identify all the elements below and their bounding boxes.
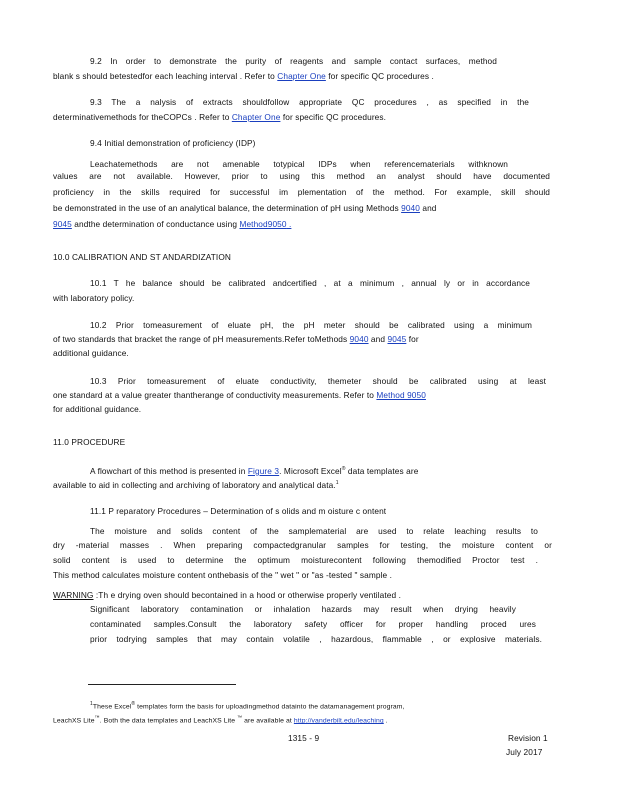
text-span: . (286, 219, 292, 229)
text-span: These Excel (92, 703, 132, 711)
text-span: and (419, 203, 437, 213)
footnote-divider (88, 684, 236, 685)
para-9-4-line-5 (53, 219, 291, 229)
text-span: . (383, 717, 388, 725)
text-span: are available at (242, 717, 294, 725)
para-9-3-line-1: 9.3 The a nalysis of extracts shouldfollow appropriate QC procedures , as specified in the (90, 97, 529, 107)
method-9045-link[interactable]: 9045 (53, 219, 72, 229)
warning-line-3: contaminated samples.Consult the laboratory safety officer for proper handling proced ures (90, 619, 536, 629)
section-heading-10: 10.0 CALIBRATION AND ST ANDARDIZATION (53, 252, 231, 262)
text-span: blank s should betestedfor each leaching interval . Refer to (53, 71, 278, 81)
footnote-mark: 1 (90, 701, 93, 707)
para-9-4-line-2: values are not available. However, prior to using this method an analyst should have documented (53, 171, 550, 181)
method-9040-link[interactable]: 9040 (401, 203, 420, 213)
text-span: A flowchart of this method is presented in (90, 465, 248, 476)
revision-label: Revision 1 (508, 733, 548, 743)
registered-mark: ® (131, 701, 136, 707)
method-9050-link[interactable]: Method9050 (239, 219, 287, 229)
footnote-ref[interactable]: 1 (335, 480, 339, 486)
text-span: . Both the data templates and LeachXS Lite (99, 717, 238, 725)
para-10-3-line-3: for additional guidance. (53, 404, 142, 414)
para-10-2-line-2 (53, 334, 419, 344)
para-9-3-line-2 (53, 112, 386, 122)
method-9050-link[interactable]: Method 9050 (376, 390, 426, 400)
page-number: 1315 - 9 (288, 733, 320, 743)
section-heading-9-4: 9.4 Initial demonstration of proficiency (IDP) (90, 138, 256, 148)
text-span: one standard at a value greater thantherange of conductivity measurements. Refer to (53, 390, 377, 400)
registered-mark: ® (341, 466, 346, 472)
para-9-2-line-1: 9.2 In order to demonstrate the purity of reagents and sample contact surfaces, method (90, 56, 497, 66)
text-span: :Th e drying oven should becontained in a hood or otherwise properly ventilated . (93, 590, 402, 600)
text-span: templates form the basis for uploadingmethod datainto the datamanagement program, (135, 703, 405, 711)
footnote-line-1 (90, 699, 404, 712)
section-heading-11-1: 11.1 P reparatory Procedures – Determination of s olids and m oisture c ontent (90, 506, 387, 516)
chapter-one-link[interactable]: Chapter One (277, 71, 326, 81)
para-11-line-1 (90, 464, 418, 476)
text-span: for specific QC procedures. (280, 112, 387, 122)
text-span: of two standards that bracket the range of pH measurements.Refer toMethods (53, 334, 350, 344)
trademark-mark: ™ (94, 715, 100, 721)
para-11-1-line-3: solid content is used to determine the optimum moisturecontent following themodified Proctor test . (53, 555, 538, 565)
para-11-line-2 (53, 478, 339, 490)
figure-3-link[interactable]: Figure 3 (247, 465, 280, 476)
text-span: LeachXS Lite (53, 717, 95, 725)
method-9040-link[interactable]: 9040 (349, 334, 369, 344)
warning-line-1 (53, 590, 401, 600)
leaching-url-link[interactable]: http://vanderbilt.edu/leaching (293, 717, 384, 725)
revision-date: July 2017 (506, 747, 543, 757)
text-span: andthe determination of conductance using (71, 219, 240, 229)
para-10-1-line-1: 10.1 T he balance should be calibrated andcertified , at a minimum , annual ly or in accordance (90, 278, 530, 288)
trademark-mark: ™ (237, 715, 243, 721)
warning-line-2: Significant laboratory contamination or inhalation hazards may result when drying heavily (90, 604, 516, 614)
method-9045-link[interactable]: 9045 (387, 334, 407, 344)
text-span: . Microsoft Excel (279, 465, 342, 476)
para-10-3-line-1: 10.3 Prior tomeasurement of eluate conductivity, themeter should be calibrated using at least (90, 376, 546, 386)
text-span: be demonstrated in the use of an analytical balance, the determination of pH using Methods (53, 203, 402, 213)
text-span: available to aid in collecting and archiving of laboratory and analytical data. (53, 479, 336, 490)
para-10-2-line-1: 10.2 Prior tomeasurement of eluate pH, the pH meter should be calibrated using a minimum (90, 320, 532, 330)
para-11-1-line-4: This method calculates moisture content onthebasis of the " wet " or "as -tested " sample . (53, 570, 393, 580)
para-10-2-line-3: additional guidance. (53, 348, 129, 358)
para-9-4-line-1: Leachatemethods are not amenable totypical IDPs when referencematerials withknown (90, 159, 508, 169)
para-11-1-line-1: The moisture and solids content of the samplematerial are used to relate leaching results to (90, 526, 538, 536)
warning-line-4: prior todrying samples that may contain volatile , hazardous, flammable , or explosive materials. (90, 634, 542, 644)
para-9-2-line-2 (53, 71, 434, 81)
para-11-1-line-2: dry -material masses . When preparing compactedgranular samples for testing, the moisture content or (53, 540, 552, 550)
warning-label: WARNING (53, 590, 94, 600)
footnote-line-2 (53, 713, 388, 726)
chapter-one-link[interactable]: Chapter One (231, 112, 281, 122)
para-9-4-line-3: proficiency in the skills required for successful im plementation of the method. For example, skill should (53, 187, 550, 197)
text-span: for (406, 334, 419, 344)
para-9-4-line-4 (53, 203, 437, 213)
text-span: determinativemethods for theCOPCs . Refer to (53, 112, 232, 122)
text-span: and (368, 334, 388, 344)
para-10-1-line-2: with laboratory policy. (53, 293, 135, 303)
text-span: data templates are (345, 465, 419, 476)
section-heading-11: 11.0 PROCEDURE (53, 437, 126, 447)
para-10-3-line-2 (53, 390, 426, 400)
text-span: for specific QC procedures . (325, 71, 434, 81)
